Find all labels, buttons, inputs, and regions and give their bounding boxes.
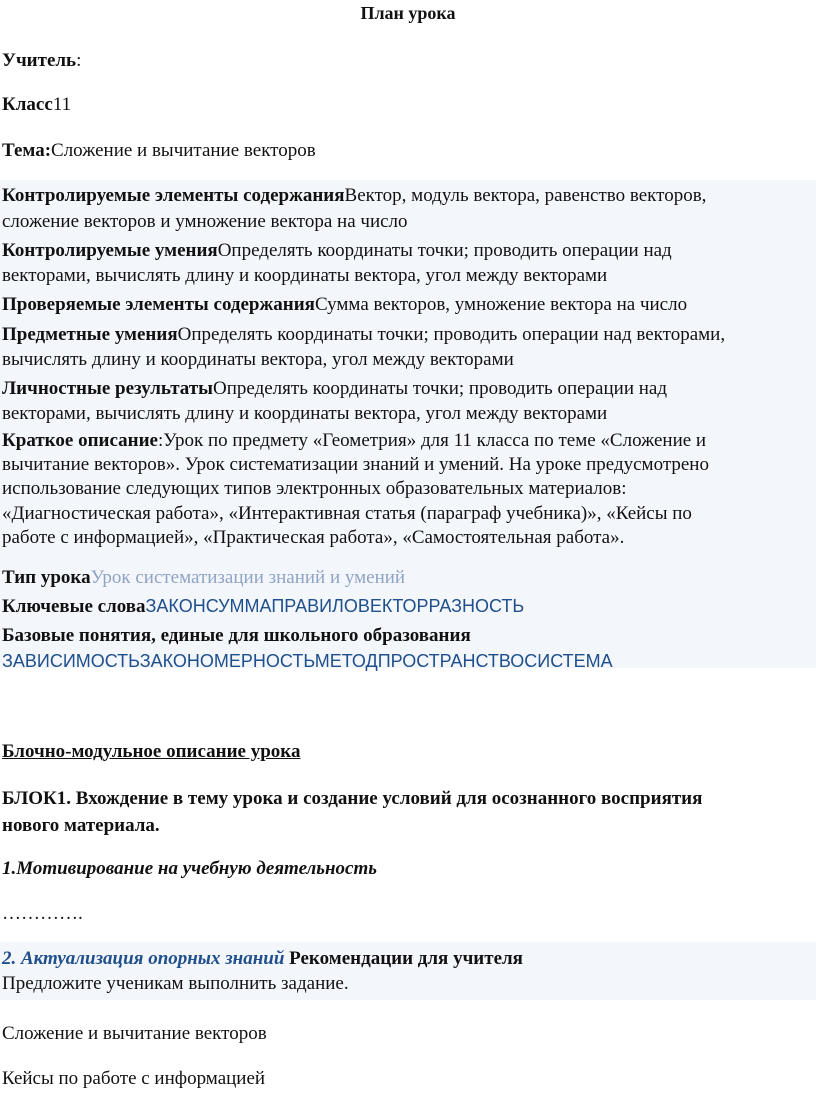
controlled-skills-label: Контролируемые умения	[2, 240, 218, 261]
lesson-type-value: Урок систематизации знаний и умений	[90, 567, 406, 588]
teacher-label: Учитель	[2, 50, 77, 71]
personal-results-line2: векторами, вычислять длину и координаты вектора, угол между векторами	[2, 403, 608, 424]
block-description-heading: Блочно-модульное описание урока	[2, 741, 301, 762]
topic-line	[2, 140, 316, 162]
controlled-skills-line2: векторами, вычислять длину и координаты вектора, угол между векторами	[2, 265, 608, 286]
topic-label: Тема:	[2, 140, 52, 161]
subject-skills-value: Определять координаты точки; проводить операции над векторами,	[177, 324, 726, 345]
basic-concepts-value: ЗАВИСИМОСТЬЗАКОНОМЕРНОСТЬМЕТОДПРОСТРАНСТВОСИСТЕМА	[2, 651, 613, 671]
teacher-line	[2, 50, 81, 72]
controlled-elements-line1	[2, 185, 706, 207]
controlled-elements-label: Контролируемые элементы содержания	[2, 185, 345, 206]
actualization-task: Предложите ученикам выполнить задание.	[2, 973, 349, 994]
checked-elements-line	[2, 294, 687, 316]
summary-line1	[2, 430, 706, 452]
resource-link-cases[interactable]: Кейсы по работе с информацией	[2, 1068, 266, 1089]
checked-elements-label: Проверяемые элементы содержания	[2, 294, 315, 315]
motivation-heading: 1.Мотивирование на учебную деятельность	[2, 858, 377, 879]
summary-line4: «Диагностическая работа», «Интерактивная статья (параграф учебника)», «Кейсы по	[2, 503, 692, 524]
keywords-line	[2, 596, 524, 618]
personal-results-value: Определять координаты точки; проводить операции над	[213, 378, 668, 399]
block1-heading-line2: нового материала.	[2, 815, 160, 836]
summary-line5: работе с информацией», «Практическая работа», «Самостоятельная работа».	[2, 527, 625, 548]
actualization-label: 2. Актуализация опорных знаний	[2, 948, 285, 969]
ellipsis-text: ………….	[2, 903, 83, 924]
keywords-value: ЗАКОНСУММАПРАВИЛОВЕКТОРРАЗНОСТЬ	[145, 596, 525, 616]
lesson-type-line	[2, 567, 405, 589]
personal-results-line1	[2, 378, 667, 400]
topic-value: Сложение и вычитание векторов	[51, 140, 316, 161]
subject-skills-label: Предметные умения	[2, 324, 178, 345]
controlled-elements-line2: сложение векторов и умножение вектора на число	[2, 211, 408, 232]
actualization-line	[2, 948, 523, 970]
summary-line3: использование следующих типов электронных образовательных материалов:	[2, 478, 627, 499]
controlled-skills-value: Определять координаты точки; проводить операции над	[217, 240, 672, 261]
resource-link-vectors[interactable]: Сложение и вычитание векторов	[2, 1023, 267, 1044]
summary-line2: вычитание векторов». Урок систематизации знаний и умений. На уроке предусмотрено	[2, 454, 709, 475]
block1-heading-line1: БЛОК1. Вхождение в тему урока и создание условий для осознанного восприятия	[2, 788, 703, 809]
class-value: 11	[52, 94, 72, 115]
summary-label: Краткое описание	[2, 430, 158, 451]
subject-skills-line2: вычислять длину и координаты вектора, угол между векторами	[2, 349, 514, 370]
summary-value: :Урок по предмету «Геометрия» для 11 класса по теме «Сложение и	[157, 430, 707, 451]
checked-elements-value: Сумма векторов, умножение вектора на число	[314, 294, 688, 315]
page-title: План урока	[360, 3, 456, 23]
basic-concepts-label: Базовые понятия, единые для школьного образования	[2, 625, 471, 646]
class-label: Класс	[2, 94, 53, 115]
lesson-type-label: Тип урока	[2, 567, 91, 588]
controlled-elements-value: Вектор, модуль вектора, равенство векторов,	[344, 185, 707, 206]
personal-results-label: Личностные результаты	[2, 378, 213, 399]
controlled-skills-line1	[2, 240, 672, 262]
keywords-label: Ключевые слова	[2, 596, 146, 617]
subject-skills-line1	[2, 324, 725, 346]
teacher-colon: :	[76, 50, 82, 71]
teacher-recommendations: Рекомендации для учителя	[284, 948, 523, 969]
class-line	[2, 94, 71, 116]
